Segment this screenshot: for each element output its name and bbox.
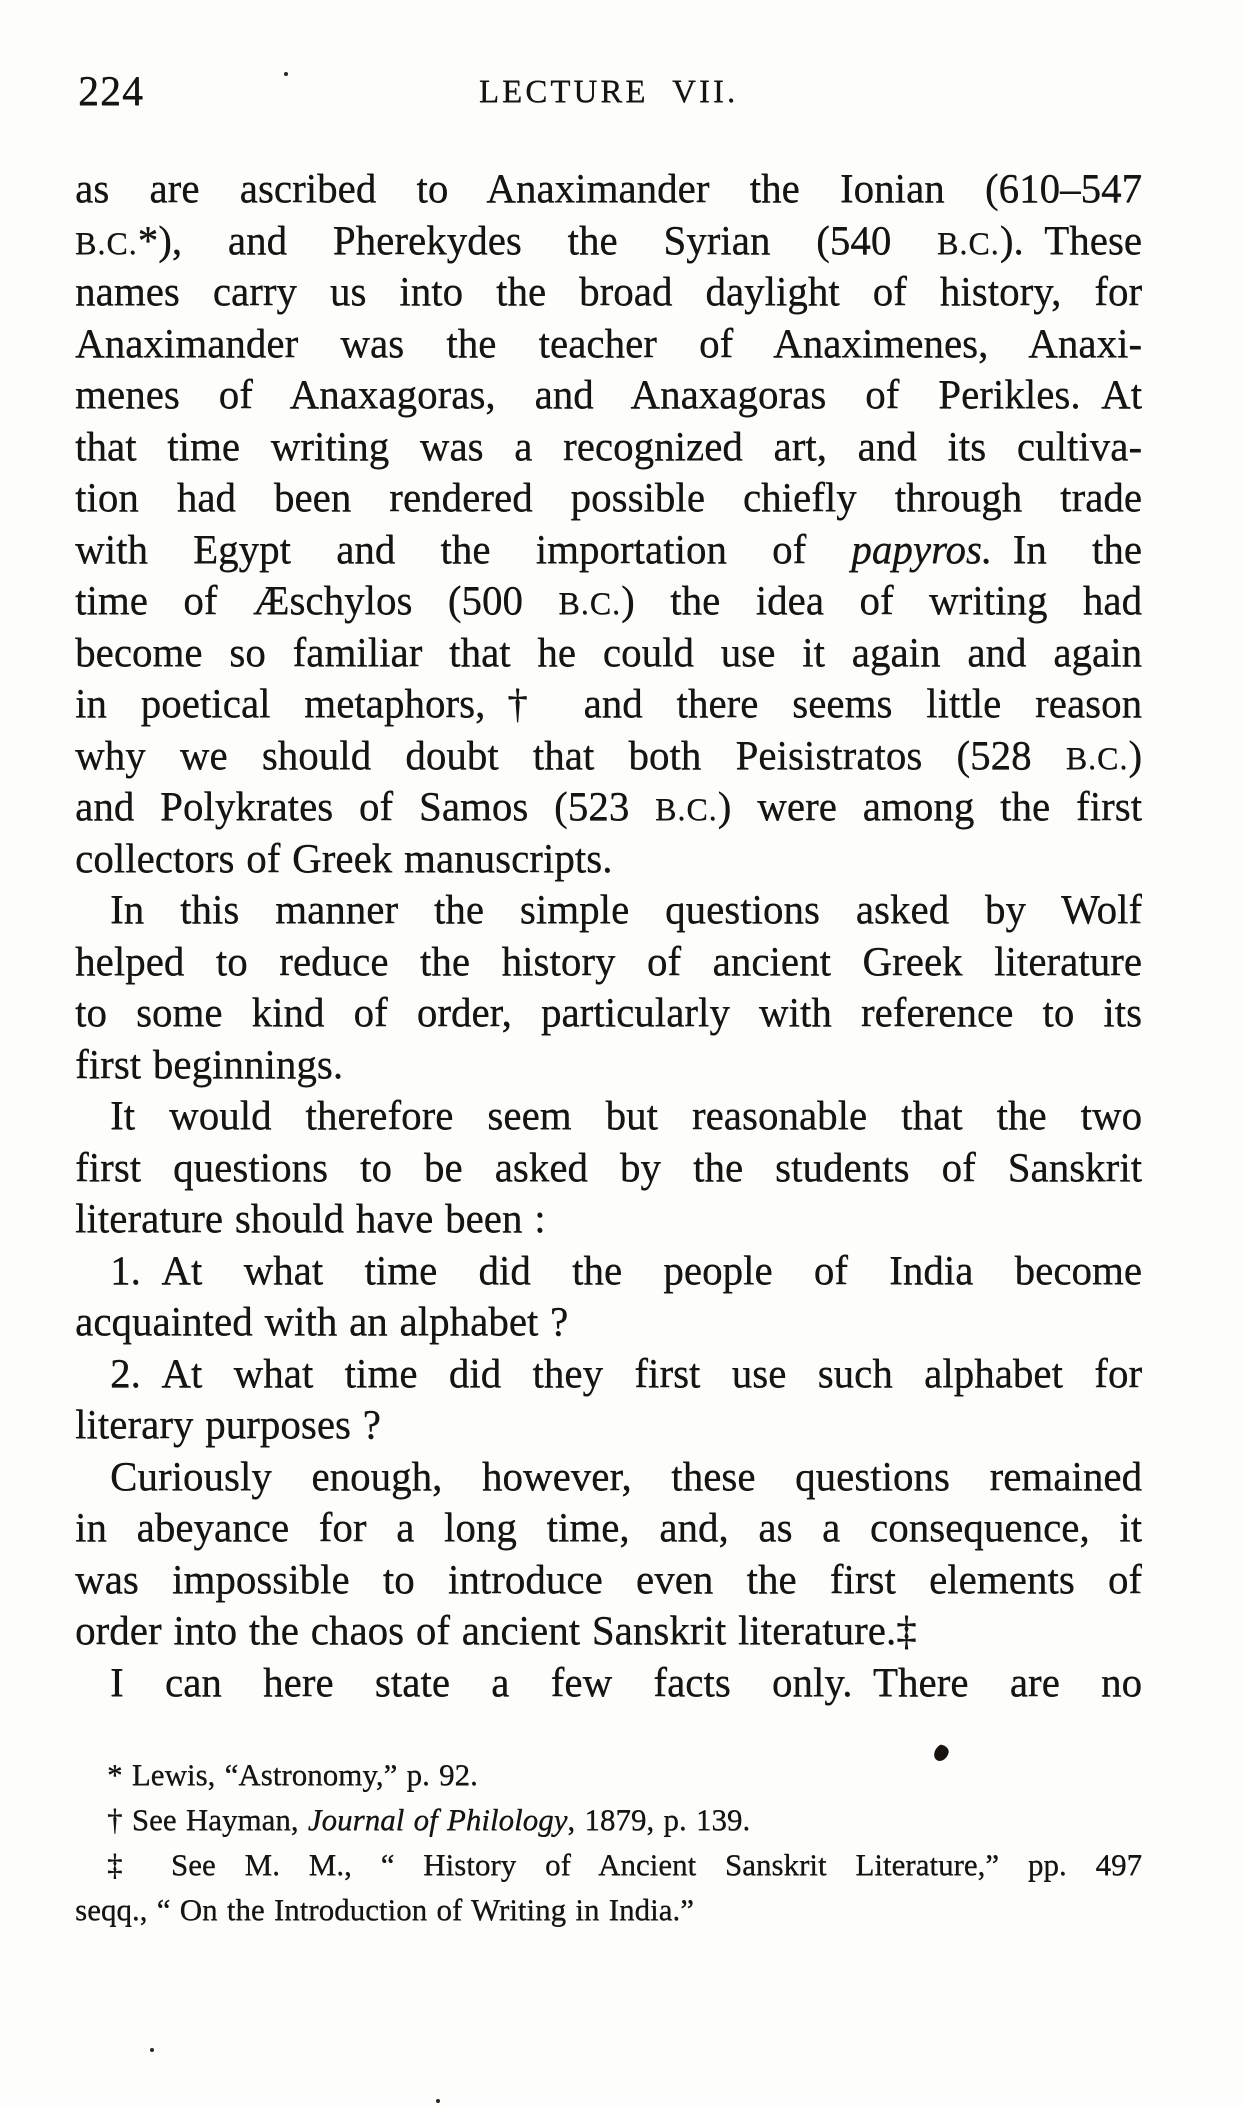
scan-speck: [436, 2099, 440, 2103]
text-line: order into the chaos of ancient Sanskrit literature.‡: [75, 1607, 917, 1653]
scan-speck: [284, 72, 288, 76]
text-line: was impossible to introduce even the first elements of: [75, 1555, 1142, 1602]
text-line: that time writing was a recognized art, and its cultiva-: [75, 422, 1142, 469]
text-line: Anaximander was the teacher of Anaximenes, Anaxi-: [75, 319, 1142, 366]
text-line: 2. At what time did they first use such alphabet for: [110, 1349, 1142, 1396]
text-line: Curiously enough, however, these questions remained: [110, 1452, 1142, 1499]
text-line: first beginnings.: [75, 1040, 343, 1087]
text-line: tion had been rendered possible chiefly through trade: [75, 474, 1142, 520]
text-line: become so familiar that he could use it again and again: [75, 628, 1142, 675]
text-line: time of Æschylos (500 B.C.) the idea of writing had: [75, 577, 1142, 623]
text-line: literature should have been :: [75, 1195, 546, 1241]
running-header: LECTURE VII.: [478, 74, 739, 110]
text-line: and Polykrates of Samos (523 B.C.) were among the first: [75, 783, 1142, 829]
body-text: [75, 163, 1142, 1708]
text-line: first questions to be asked by the students of Sanskrit: [75, 1143, 1142, 1190]
text-line: collectors of Greek manuscripts.: [75, 834, 613, 881]
scan-speck: [150, 2048, 154, 2052]
text-line: helped to reduce the history of ancient Greek literature: [75, 937, 1142, 984]
text-line: menes of Anaxagoras, and Anaxagoras of Perikles. At: [75, 371, 1142, 417]
footnote-line: ‡ See M. M., “ History of Ancient Sanskrit Literature,” pp. 497: [107, 1847, 1142, 1882]
footnote-line: seqq., “ On the Introduction of Writing in India.”: [75, 1892, 694, 1927]
footnote-line: * Lewis, “Astronomy,” p. 92.: [107, 1757, 478, 1792]
text-line: in poetical metaphors,† and there seems little reason: [75, 680, 1142, 726]
text-line: acquainted with an alphabet ?: [75, 1298, 569, 1344]
text-line: to some kind of order, particularly with reference to its: [75, 989, 1142, 1035]
footnotes: [75, 1752, 1142, 1932]
text-line: in abeyance for a long time, and, as a consequence, it: [75, 1504, 1142, 1550]
text-line: names carry us into the broad daylight of history, for: [75, 268, 1142, 314]
text-line: It would therefore seem but reasonable that the two: [110, 1092, 1142, 1138]
text-line: In this manner the simple questions asked by Wolf: [110, 886, 1142, 932]
footnote-line: † See Hayman, Journal of Philology, 1879, p. 139.: [107, 1802, 751, 1837]
text-line: I can here state a few facts only. There are no: [110, 1658, 1142, 1705]
text-line: with Egypt and the importation of papyros. In the: [75, 525, 1142, 572]
text-line: as are ascribed to Anaximander the Ionian (610–547: [75, 165, 1142, 211]
text-line: literary purposes ?: [75, 1401, 381, 1447]
text-line: B.C.*), and Pherekydes the Syrian (540 B.C.). These: [75, 216, 1142, 263]
text-line: why we should doubt that both Peisistratos (528 B.C.): [75, 731, 1142, 778]
page-number: 224: [78, 69, 144, 115]
text-line: 1. At what time did the people of India become: [110, 1246, 1142, 1293]
